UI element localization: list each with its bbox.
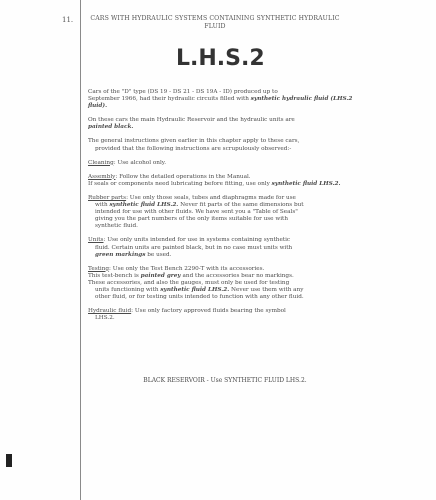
cleaning-label: Cleaning	[88, 159, 114, 166]
units-label: Units	[88, 237, 104, 244]
testing-paragraph: Testing: Use only the Test Bench 2290-T with its accessories. This test-bench is painted grey and the accessories bear no markings. These accessories, and also the gauges, must only be used for testing units functioning with synthetic fluid LHS.2. Never use them with any other fluid, or for testing units intended to function with any other fluid.	[88, 265, 304, 301]
cleaning-paragraph: Cleaning: Use alcohol only.	[88, 159, 167, 166]
document-body	[88, 89, 362, 329]
hydraulic-fluid-label: Hydraulic fluid	[88, 308, 132, 315]
page-number: 11.	[62, 16, 74, 24]
page-title: L.H.S.2	[176, 46, 265, 71]
reservoir-paragraph: On these cars the main Hydraulic Reservoir and the hydraulic units are painted black.	[88, 117, 295, 131]
testing-label: Testing	[88, 265, 110, 272]
general-paragraph: The general instructions given earlier in this chapter apply to these cars, provided that the following instructions are scrupulously observed:-	[88, 138, 300, 152]
margin-rule	[80, 0, 81, 500]
footer-note: BLACK RESERVOIR - Use SYNTHETIC FLUID LHS.2.	[143, 377, 307, 384]
rubber-parts-paragraph: Rubber parts: Use only those seals, tubes and diaphragms made for use with synthetic fluid LHS.2. Never fit parts of the same dimensions but intended for use with other fluids. We have sent you a "Table of Seals" giving you the part numbers of the only items suitable for use with synthetic fluid.	[88, 194, 304, 230]
units-paragraph: Units: Use only units intended for use in systems containing synthetic fluid. Certain units are painted black, but in no case must units with green markings be used.	[88, 237, 293, 258]
section-heading: CARS WITH HYDRAULIC SYSTEMS CONTAINING SYNTHETIC HYDRAULIC FLUID	[90, 15, 340, 30]
edge-mark	[6, 454, 12, 467]
intro-paragraph: Cars of the "D" type (DS 19 - DS 21 - DS 19A - ID) produced up to September 1966, had their hydraulic circuits filled with synthetic hydraulic fluid (LHS.2 fluid).	[88, 89, 353, 110]
assembly-paragraph: Assembly: Follow the detailed operations in the Manual. If seals or components need lubricating before fitting, use only synthetic fluid LHS.2.	[88, 173, 341, 187]
assembly-label: Assembly	[88, 173, 116, 180]
hydraulic-fluid-paragraph: Hydraulic fluid: Use only factory approved fluids bearing the symbol LHS.2.	[88, 308, 286, 322]
rubber-parts-label: Rubber parts	[88, 194, 127, 201]
